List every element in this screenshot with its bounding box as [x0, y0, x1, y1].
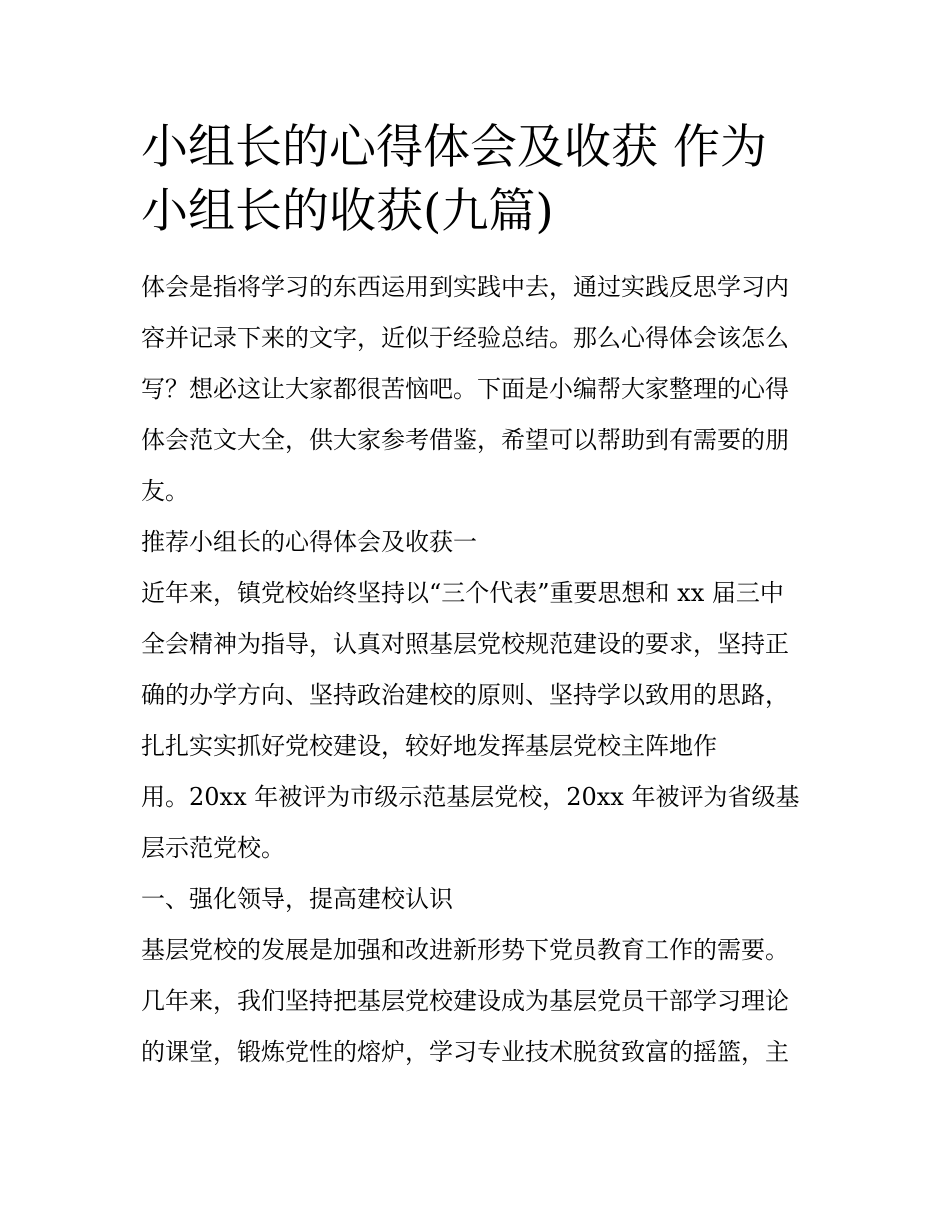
- text-line: 写？想必这让大家都很苦恼吧。下面是小编帮大家整理的心得: [141, 375, 789, 403]
- text-line: 基层党校的发展是加强和改进新形势下党员教育工作的需要。: [141, 936, 789, 964]
- intro-paragraph: [141, 262, 813, 517]
- section-heading: [141, 517, 813, 568]
- title-line: 小组长的收获(九篇): [141, 184, 554, 239]
- text-line: 扎扎实实抓好党校建设，较好地发挥基层党校主阵地作: [141, 732, 717, 760]
- text-line: 友。: [141, 477, 189, 505]
- text-line: 体会是指将学习的东西运用到实践中去，通过实践反思学习内: [141, 273, 789, 301]
- text-line: 推荐小组长的心得体会及收获一: [141, 528, 477, 556]
- body-paragraph: [141, 568, 813, 874]
- title-line: 小组长的心得体会及收获 作为: [141, 120, 767, 175]
- document-body: [141, 262, 813, 1078]
- body-paragraph: [141, 925, 813, 1078]
- text-line: 几年来，我们坚持把基层党校建设成为基层党员干部学习理论: [141, 987, 789, 1015]
- text-line: 的课堂，锻炼党性的熔炉，学习专业技术脱贫致富的摇篮，主: [141, 1038, 789, 1066]
- subsection-heading: [141, 874, 813, 925]
- text-line: 确的办学方向、坚持政治建校的原则、坚持学以致用的思路，: [141, 681, 789, 709]
- text-line: 用。20xx 年被评为市级示范基层党校，20xx 年被评为省级基: [141, 783, 800, 811]
- text-line: 层示范党校。: [141, 834, 285, 862]
- document-title: [141, 116, 813, 244]
- text-line: 一、强化领导，提高建校认识: [141, 885, 453, 913]
- document-page: [141, 116, 813, 1078]
- text-line: 全会精神为指导，认真对照基层党校规范建设的要求，坚持正: [141, 630, 789, 658]
- text-line: 容并记录下来的文字，近似于经验总结。那么心得体会该怎么: [141, 324, 789, 352]
- text-line: 体会范文大全，供大家参考借鉴，希望可以帮助到有需要的朋: [141, 426, 789, 454]
- text-line: 近年来，镇党校始终坚持以“三个代表”重要思想和 xx 届三中: [141, 579, 784, 607]
